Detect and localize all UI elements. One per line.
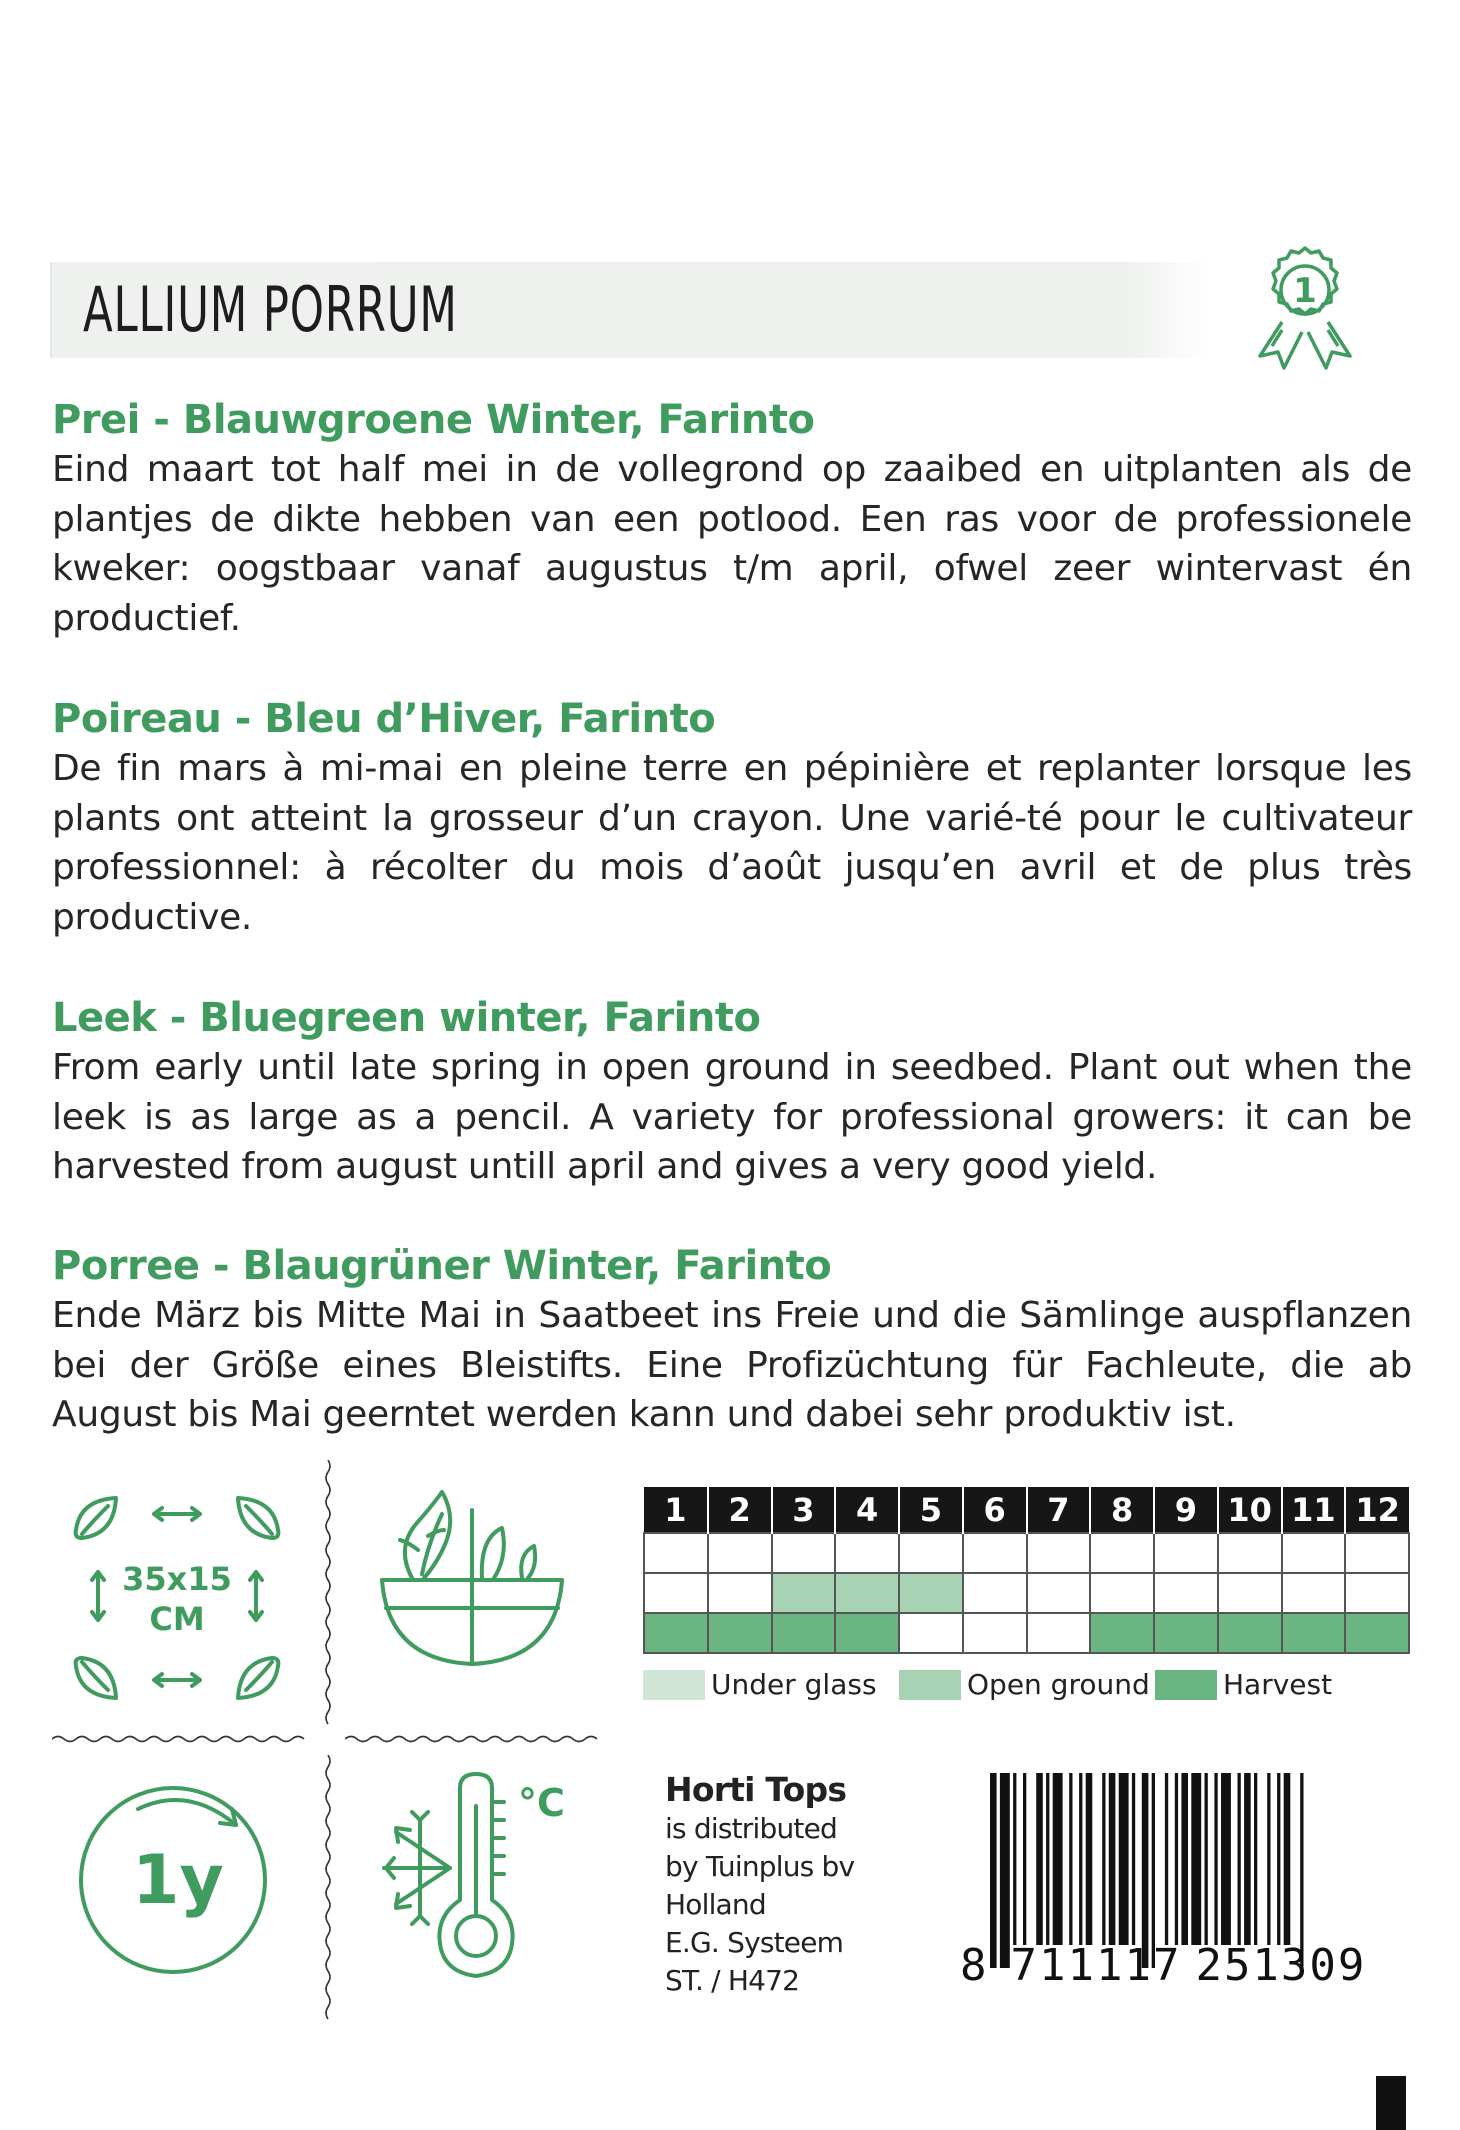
barcode-bar	[1086, 1773, 1093, 1945]
brand-name: Horti Tops	[665, 1770, 847, 1809]
calendar-cell	[708, 1613, 772, 1653]
spacing-value: 35x15	[122, 1560, 232, 1598]
calendar-cell	[963, 1613, 1027, 1653]
barcode-bar	[1214, 1773, 1217, 1945]
month-header: 10	[1218, 1487, 1282, 1533]
sowing-calendar	[643, 1487, 1410, 1654]
barcode-bar	[1046, 1773, 1049, 1945]
calendar-cell	[1282, 1613, 1346, 1653]
calendar-cell	[1154, 1533, 1218, 1573]
calendar-cell	[1090, 1613, 1154, 1653]
calendar-cell	[835, 1573, 899, 1613]
legend-harvest	[1155, 1668, 1332, 1701]
calendar-legend	[643, 1668, 1410, 1708]
section-heading: Prei - Blauwgroene Winter, Farinto	[52, 397, 815, 443]
calendar-cell	[1027, 1613, 1091, 1653]
calendar-cell	[835, 1613, 899, 1653]
calendar-cell	[708, 1533, 772, 1573]
section-text: Ende März bis Mitte Mai in Saatbeet ins Freie und die Sämlinge auspflanzen bei der Größe eines Bleistifts. Eine Profizüchtung für Fachleute, die ab August bis Mai geerntet werden kann und dabei sehr produktiv ist.	[52, 1295, 1412, 1435]
month-header: 2	[708, 1487, 772, 1533]
badge-number: 1	[1293, 271, 1317, 311]
section-english	[52, 993, 1412, 1192]
barcode-number	[960, 1940, 1366, 1991]
legend-swatch-open-ground	[899, 1670, 961, 1700]
calendar-cell	[644, 1533, 708, 1573]
calendar-cell	[772, 1573, 836, 1613]
barcode-first-digit: 8	[960, 1940, 989, 1991]
plant-spacing-icon	[62, 1490, 292, 1705]
month-header: 8	[1090, 1487, 1154, 1533]
month-header: 12	[1345, 1487, 1409, 1533]
month-header: 6	[963, 1487, 1027, 1533]
wavy-divider-horizontal	[345, 1734, 607, 1744]
section-text: Eind maart tot half mei in de vollegrond op zaaibed en uitplanten als de plantjes de dikte hebben van een potlood. Een ras voor de professionele kweker: oogstbaar vanaf augustus t/m april, ofwel zeer wintervast én productief.	[52, 449, 1412, 639]
barcode-bar	[1036, 1773, 1043, 1945]
section-heading: Porree - Blaugrüner Winter, Farinto	[52, 1243, 832, 1289]
legend-label: Under glass	[711, 1668, 877, 1701]
calendar-cell	[644, 1573, 708, 1613]
calendar-cell	[644, 1613, 708, 1653]
barcode-bar	[1191, 1773, 1201, 1945]
barcode-bar	[1277, 1773, 1280, 1945]
section-heading: Leek - Bluegreen winter, Farinto	[52, 995, 761, 1041]
calendar-cell	[1090, 1573, 1154, 1613]
calendar-cell	[963, 1533, 1027, 1573]
calendar-table	[643, 1487, 1410, 1654]
frost-thermometer-icon	[370, 1768, 570, 1983]
barcode-bar	[1181, 1773, 1188, 1945]
section-german	[52, 1241, 1412, 1440]
barcode-bar	[1267, 1773, 1270, 1945]
calendar-cell	[1218, 1573, 1282, 1613]
month-header: 1	[644, 1487, 708, 1533]
section-text: From early until late spring in open ground in seedbed. Plant out when the leek is as large as a pencil. A variety for professional growers: it can be harvested from august untill april and gives a very good yield.	[52, 1047, 1412, 1187]
distributor-line: ST. / H472	[665, 1964, 800, 1997]
wavy-divider-horizontal	[52, 1734, 310, 1744]
print-mark	[1376, 2076, 1406, 2130]
legend-swatch-under-glass	[643, 1670, 705, 1700]
calendar-cell	[1345, 1613, 1409, 1653]
section-french	[52, 694, 1412, 942]
month-header: 5	[899, 1487, 963, 1533]
calendar-cell	[1345, 1573, 1409, 1613]
calendar-cell	[1282, 1533, 1346, 1573]
calendar-cell	[1345, 1533, 1409, 1573]
legend-swatch-harvest	[1155, 1670, 1217, 1700]
calendar-cell	[1282, 1573, 1346, 1613]
sowing-bowl-icon	[372, 1490, 572, 1680]
barcode-bar	[1102, 1773, 1105, 1945]
calendar-row-harvest	[644, 1613, 1409, 1653]
barcode-bar	[1053, 1773, 1063, 1945]
calendar-cell	[899, 1613, 963, 1653]
distributor-line: Holland	[665, 1888, 766, 1921]
section-text: De fin mars à mi-mai en pleine terre en pépinière et replanter lorsque les plants ont atteint la grosseur d’un crayon. Une varié-té pour le cultivateur professionnel: à récolter du mois d’août jusqu’en avril et de plus très productive.	[52, 748, 1412, 938]
barcode-bar	[1109, 1773, 1116, 1945]
barcode-group2: 251309	[1195, 1940, 1367, 1991]
calendar-row-under-glass	[644, 1533, 1409, 1573]
barcode-bar	[1205, 1773, 1208, 1945]
calendar-row-open-ground	[644, 1573, 1409, 1613]
lifecycle-label: 1y	[132, 1841, 224, 1920]
barcode-bar	[1023, 1773, 1026, 1945]
annual-cycle-icon	[68, 1775, 278, 1985]
calendar-cell	[1090, 1533, 1154, 1573]
latin-name: ALLIUM PORRUM	[83, 273, 458, 346]
calendar-cell	[1027, 1533, 1091, 1573]
barcode-group1: 711117	[1010, 1940, 1182, 1991]
barcode-bar	[1152, 1773, 1155, 1968]
barcode-bar	[1132, 1773, 1135, 1945]
wavy-divider-vertical	[324, 1460, 332, 1725]
barcode-bar	[1254, 1773, 1257, 1945]
barcode-bar	[1069, 1773, 1072, 1945]
month-header: 9	[1154, 1487, 1218, 1533]
barcode-bar	[1244, 1773, 1251, 1945]
calendar-cell	[1154, 1573, 1218, 1613]
award-rosette-icon	[1252, 244, 1358, 370]
spacing-unit: CM	[149, 1600, 205, 1638]
calendar-cell	[708, 1573, 772, 1613]
barcode-bar	[1142, 1773, 1149, 1968]
legend-under-glass	[643, 1668, 877, 1701]
section-dutch	[52, 395, 1412, 643]
month-header: 11	[1282, 1487, 1346, 1533]
calendar-cell	[1027, 1573, 1091, 1613]
barcode-bar	[1300, 1773, 1303, 1968]
calendar-cell	[835, 1533, 899, 1573]
distributor-line: E.G. Systeem	[665, 1926, 844, 1959]
barcode-bar	[1238, 1773, 1241, 1945]
legend-label: Open ground	[967, 1668, 1150, 1701]
month-header: 3	[772, 1487, 836, 1533]
calendar-cell	[899, 1533, 963, 1573]
distributor-line: by Tuinplus bv	[665, 1850, 855, 1883]
temperature-unit: °C	[518, 1781, 565, 1825]
calendar-cell	[772, 1533, 836, 1573]
legend-open-ground	[899, 1668, 1150, 1701]
calendar-cell	[963, 1573, 1027, 1613]
calendar-cell	[899, 1573, 963, 1613]
calendar-cell	[1218, 1533, 1282, 1573]
barcode-bar	[1000, 1773, 1010, 1968]
barcode-bar	[1284, 1773, 1291, 1945]
wavy-divider-vertical	[324, 1755, 332, 2020]
calendar-cell	[1154, 1613, 1218, 1653]
month-header: 4	[835, 1487, 899, 1533]
section-heading: Poireau - Bleu d’Hiver, Farinto	[52, 696, 716, 742]
distributor-line: is distributed	[665, 1812, 837, 1845]
barcode-bar	[1119, 1773, 1129, 1945]
barcode-bar	[1079, 1773, 1082, 1945]
barcode-bar	[1165, 1773, 1168, 1945]
barcode-bar	[1221, 1773, 1231, 1945]
calendar-cell	[1218, 1613, 1282, 1653]
calendar-cell	[772, 1613, 836, 1653]
legend-label: Harvest	[1223, 1668, 1333, 1701]
barcode-bar	[1013, 1773, 1016, 1945]
month-header: 7	[1027, 1487, 1091, 1533]
distributor-info	[665, 1770, 854, 2000]
barcode-bar	[990, 1773, 997, 1968]
barcode-bar	[1175, 1773, 1178, 1945]
